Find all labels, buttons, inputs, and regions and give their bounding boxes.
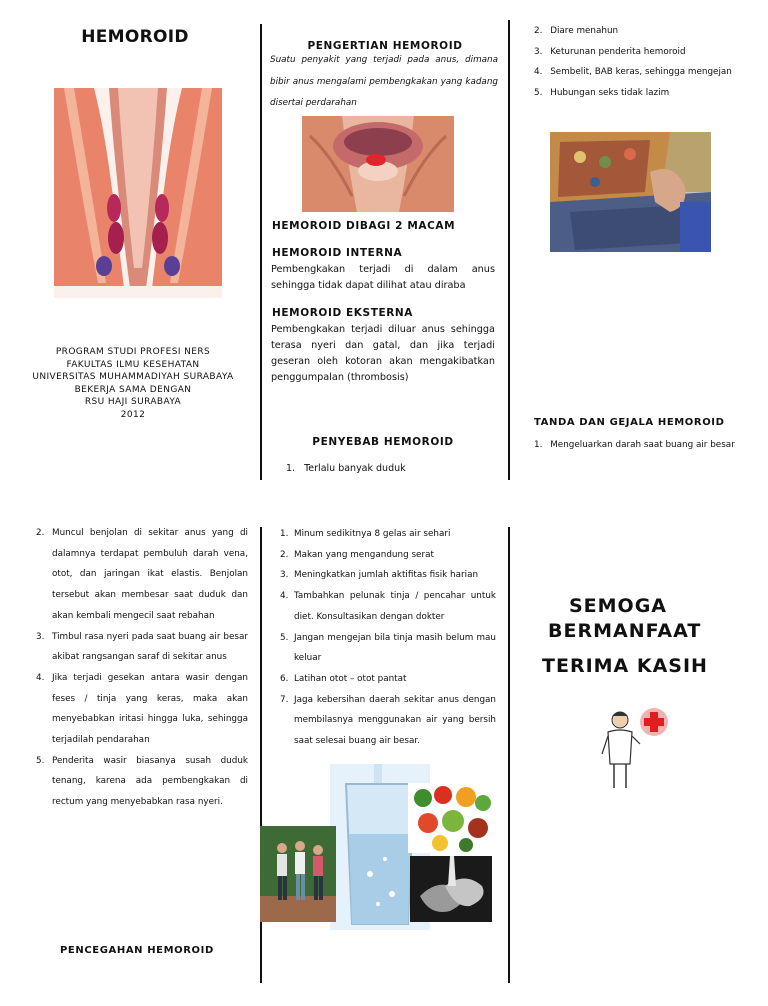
prevention-text: Makan yang mengandung serat [294,549,434,560]
column-divider [508,20,510,480]
symptom-item [534,440,764,450]
prevention-item [280,545,496,566]
prevention-text: Minum sedikitnya 8 gelas air sehari [294,529,451,539]
cause-number: 2. [534,26,543,36]
symptom-text: Mengeluarkan darah saat buang air besar [550,440,735,450]
interna-text: Pembengkakan terjadi di dalam anus sehingga tidak dapat dilihat atau diraba [271,264,495,291]
institution-line: RSU HAJI SURABAYA [84,397,182,407]
eksterna-heading: HEMOROID EKSTERNA [272,307,414,319]
column-divider [508,527,510,983]
cause-item [534,83,759,104]
symptom-number: 5. [36,755,45,766]
prevention-item [280,690,496,752]
thank-you-message: TERIMA KASIH [542,655,708,677]
prevention-number: 1. [280,529,289,539]
cause-text: Terlalu banyak duduk [304,463,406,474]
symptom-number: 4. [36,672,45,683]
prevention-item [280,586,496,627]
definition-heading: PENGERTIAN HEMOROID [307,40,463,52]
prevention-heading: PENCEGAHAN HEMOROID [60,945,214,956]
symptom-item [36,751,248,813]
prevention-text: Meningkatkan jumlah aktifitas fisik harian [294,570,479,581]
prevention-text: Jangan mengejan bila tinja masih belum mau keluar [294,632,496,664]
prevention-item [280,565,496,586]
institution-line: UNIVERSITAS MUHAMMADIYAH SURABAYA [32,372,234,382]
symptom-number: 2. [36,528,45,538]
brochure-title: HEMOROID [81,27,189,47]
symptom-number: 1. [534,440,543,450]
prevention-item [280,628,496,669]
cause-number: 1. [286,463,296,474]
symptom-item [36,627,248,668]
closing-message: SEMOGA BERMANFAAT [548,595,702,642]
definition-text: Suatu penyakit yang terjadi pada anus, dimana bibir anus mengalami pembengkakan yang kadang disertai perdarahan [270,55,498,108]
eksterna-text: Pembengkakan terjadi diluar anus sehingga terasa nyeri dan gatal, dan jika terjadi geseran oleh kotoran akan mengakibatkan penggumpalan (thrombosis) [271,324,495,383]
cause-text: Sembelit, BAB keras, sehingga mengejan [550,67,732,77]
cause-text: Keturunan penderita hemoroid [550,46,686,57]
causes-heading: PENYEBAB HEMOROID [312,436,454,448]
cause-number: 3. [534,46,543,57]
symptom-item [36,668,248,751]
institution-line: FAKULTAS ILMU KESEHATAN [66,359,200,370]
institution-block [12,346,254,421]
symptom-number: 3. [36,631,45,642]
symptom-text: Penderita wasir biasanya susah duduk tenang, karena ada pembengkakan di rectum yang menyebabkan rasa nyeri. [52,755,248,808]
prevention-number: 6. [280,673,289,684]
cause-item [286,459,496,480]
prevention-text: Jaga kebersihan daerah sekitar anus dengan membilasnya menggunakan air yang bersih saat selesai buang air besar. [294,694,496,747]
prevention-list [280,524,496,752]
walking-exercise-photo [260,826,336,922]
washing-hands-photo [410,856,492,922]
prevention-item [280,524,496,545]
prevention-text: Latihan otot – otot pantat [294,673,407,684]
cause-text: Diare menahun [550,26,619,36]
symptom-text: Jika terjadi gesekan antara wasir dengan feses / tinja yang keras, maka akan menyebabkan iritasi hingga luka, sehingga terjadilah pendarahan [52,672,248,746]
prevention-number: 7. [280,694,289,705]
prevention-number: 3. [280,570,289,581]
causes-list-continued [534,21,759,103]
institution-line: BEKERJA SAMA DENGAN [74,384,192,395]
symptom-text: Timbul rasa nyeri pada saat buang air besar akibat rangsangan saraf di sekitar anus [52,631,248,663]
column-divider [260,24,262,480]
symptoms-list-continued [36,523,248,813]
symptom-text: Muncul benjolan di sekitar anus yang di dalamnya terdapat pembuluh darah vena, otot, dan jaringan ikat elastis. Benjolan tersebut akan membesar saat duduk dan akan kembali mengecil saat rebahan [52,528,248,621]
prevention-item [280,669,496,690]
symptoms-heading: TANDA DAN GEJALA HEMOROID [534,417,725,428]
nurse-with-cross-illustration [594,704,672,790]
prevention-number: 4. [280,591,289,602]
interna-heading: HEMOROID INTERNA [272,247,403,259]
prevention-number: 5. [280,632,289,643]
institution-line: PROGRAM STUDI PROFESI NERS [55,347,211,357]
cause-number: 5. [534,87,543,98]
cause-number: 4. [534,67,543,77]
cause-text: Hubungan seks tidak lazim [550,87,670,98]
symptom-item [36,523,248,627]
prevention-text: Tambahkan pelunak tinja / pencahar untuk diet. Konsultasikan dengan dokter [294,591,496,622]
hemorrhoid-anatomy-illustration [54,88,222,298]
institution-line: 2012 [120,409,146,420]
cause-item [534,42,759,63]
types-heading: HEMOROID DIBAGI 2 MACAM [272,220,456,232]
cause-item [534,62,759,83]
prevention-number: 2. [280,549,289,560]
vegetables-photo [408,783,494,853]
cause-item [534,21,759,42]
sitting-person-photo [550,132,711,252]
anal-canal-illustration [302,116,454,212]
